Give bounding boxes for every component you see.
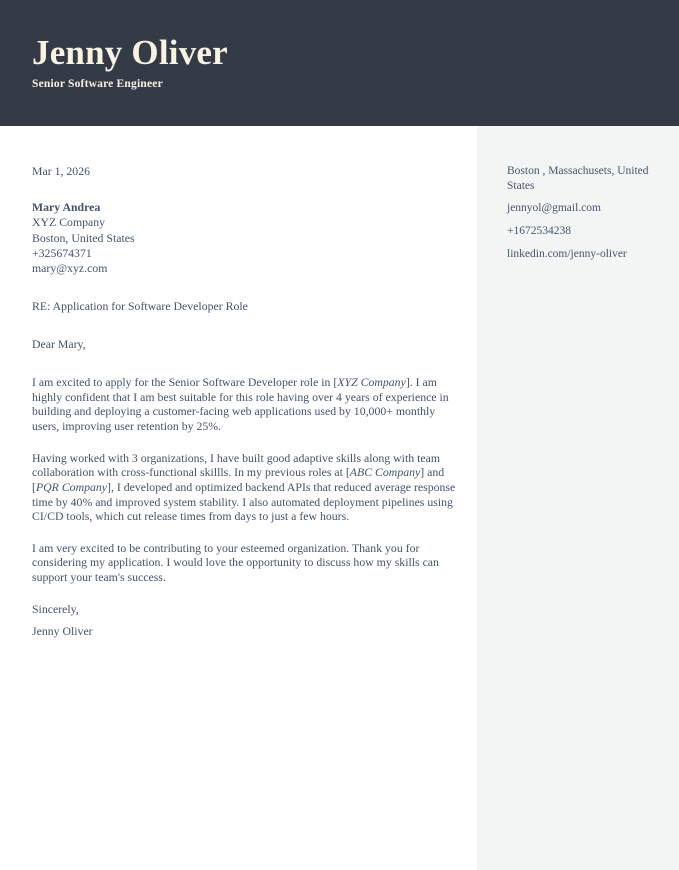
letter-column	[32, 164, 457, 639]
signature-name: Jenny Oliver	[32, 624, 93, 639]
recipient-company: XYZ Company	[32, 215, 106, 230]
contact-phone: +1672534238	[507, 225, 571, 238]
letter-date: Mar 1, 2026	[32, 164, 90, 178]
contact-email: jennyol@gmail.com	[507, 202, 601, 215]
recipient-name: Mary Andrea	[32, 199, 101, 214]
letter-body	[0, 126, 477, 870]
person-job-title: Senior Software Engineer	[32, 77, 163, 90]
recipient-block	[32, 200, 457, 277]
letter-paragraph: I am excited to apply for the Senior Software Developer role in [XYZ Company]. I am highly confident that I am best suitable for this role having over 4 years of experience in building and deploying a customer-facing web applications used by 10,000+ monthly users, improving user retention by 25%.	[32, 375, 449, 434]
closing-phrase: Sincerely,	[32, 601, 79, 616]
contact-location: Boston , Massachusets, United States	[507, 165, 649, 192]
person-name: Jenny Oliver	[32, 33, 228, 72]
recipient-email: mary@xyz.com	[32, 261, 108, 276]
recipient-location: Boston, United States	[32, 230, 135, 245]
header-band	[0, 0, 679, 126]
salutation: Dear Mary,	[32, 336, 86, 351]
page-body	[0, 126, 679, 870]
contact-sidebar	[477, 126, 679, 870]
letter-paragraph: Having worked with 3 organizations, I have built good adaptive skills along with team collaboration with cross-functional skillls. In my previous roles at [ABC Company] and [PQR Company], I developed and optimized backend APIs that reduced average response time by 40% and improved system stability. I also automated deployment pipelines using CI/CD tools, which cut release times from days to just a few hours.	[32, 450, 456, 524]
subject-line: RE: Application for Software Developer Role	[32, 298, 248, 313]
contact-linkedin: linkedin.com/jenny-oliver	[507, 247, 627, 260]
letter-paragraph: I am very excited to be contributing to your esteemed organization. Thank you for considering my application. I would love the opportunity to discuss how my skills can support your team's success.	[32, 540, 439, 585]
recipient-phone: +325674371	[32, 245, 92, 260]
